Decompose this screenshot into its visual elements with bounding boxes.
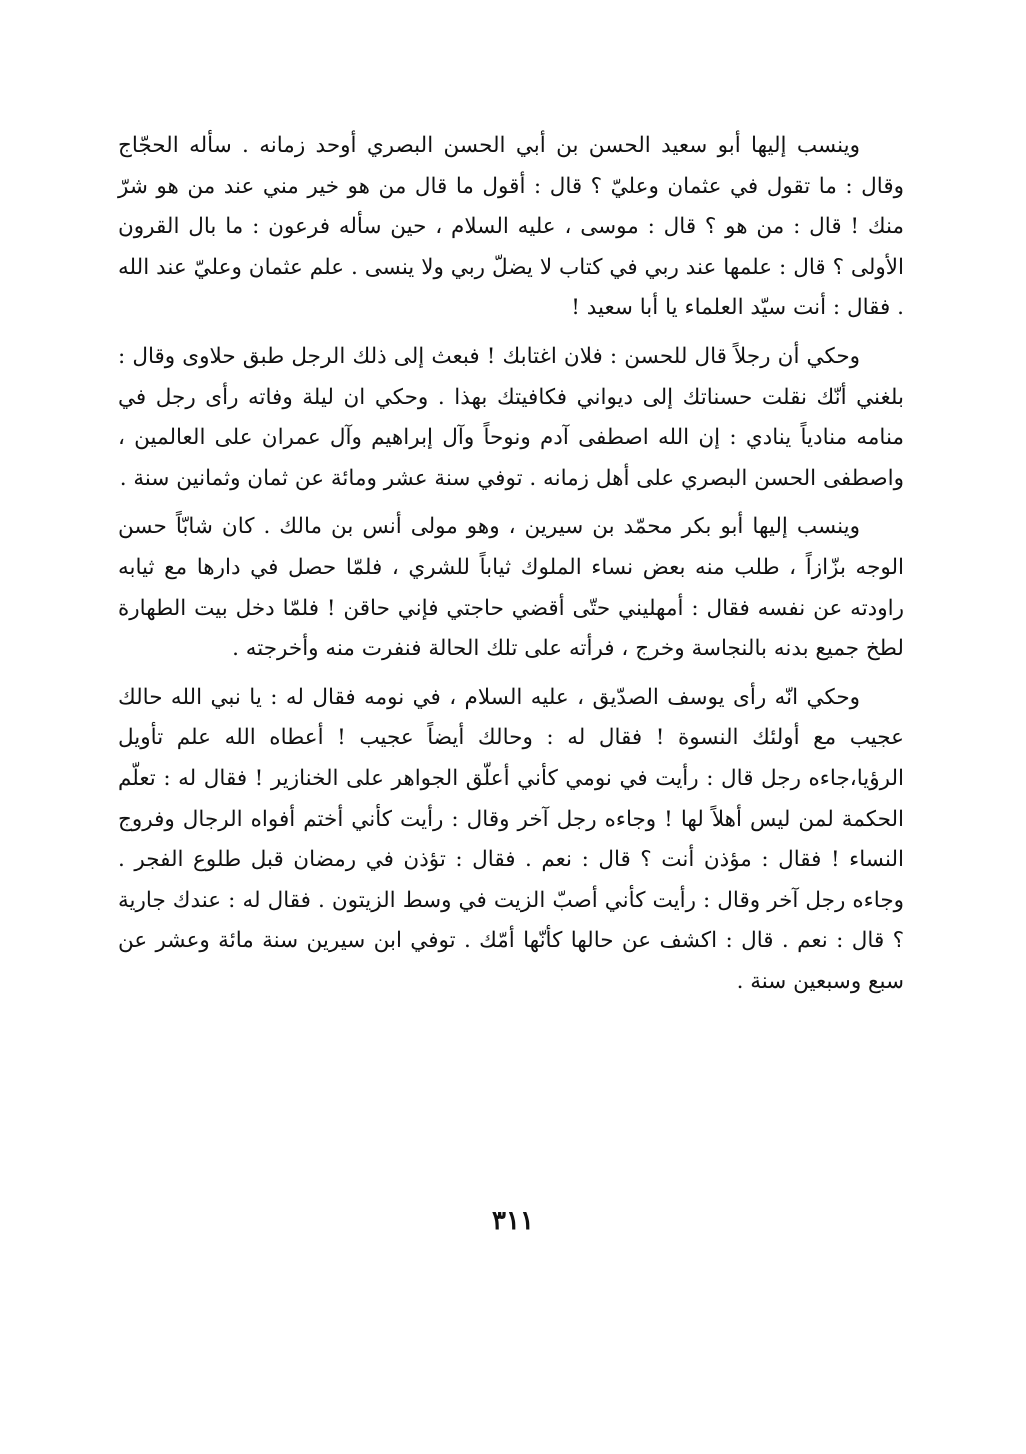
paragraph-dream-interpretation: وحكي انّه رأى يوسف الصدّيق ، عليه السلام ، في نومه فقال له : يا نبي الله حالك عجيب مع أولئك النسوة ! فقال له : وحالك أيضاً عجيب ! أعطاه الله علم تأويل الرؤيا،جاءه رجل قال : رأيت في نومي كأني أعلّق الجواهر على الخنازير ! فقال له : تعلّم الحكمة لمن ليس أهلاً لها ! وجاءه رجل آخر وقال : رأيت كأني أختم أفواه الرجال وفروج النساء ! فقال : مؤذن أنت ؟ قال : نعم . فقال : تؤذن في رمضان قبل طلوع الفجر . وجاءه رجل آخر وقال : رأيت كأني أصبّ الزيت في وسط الزيتون . فقال له : عندك جارية ؟ قال : نعم . قال : اكشف عن حالها كأنّها أمّك . توفي ابن سيرين سنة مائة وعشر عن سبع وسبعين سنة .	[118, 684, 904, 994]
page-number: ٣١١	[492, 1206, 534, 1236]
paragraph-hasan-basri: وينسب إليها أبو سعيد الحسن بن أبي الحسن البصري أوحد زمانه . سأله الحجّاج وقال : ما تقول في عثمان وعليّ ؟ قال : أقول ما قال من هو خير مني عند من هو شرّ منك ! قال : من هو ؟ قال : موسى ، عليه السلام ، حين سأله فرعون : ما بال القرون الأولى ؟ قال : علمها عند ربي في كتاب لا يضلّ ربي ولا ينسى . علم عثمان وعليّ عند الله . فقال : أنت سيّد العلماء يا أبا سعيد !	[118, 133, 904, 321]
paragraph-ibn-sirin: وينسب إليها أبو بكر محمّد بن سيرين ، وهو مولى أنس بن مالك . كان شابّاً حسن الوجه بزّازاً ، طلب منه بعض نساء الملوك ثياباً للشري ، فلمّا حصل في دارها مع ثيابه راودته عن نفسه فقال : أمهليني حتّى أقضي حاجتي فإني حاقن ! فلمّا دخل بيت الطهارة لطخ جميع بدنه بالنجاسة وخرج ، فرأته على تلك الحالة فنفرت منه وأخرجته .	[118, 514, 904, 662]
paragraph-hasan-anecdote: وحكي أن رجلاً قال للحسن : فلان اغتابك ! فبعث إلى ذلك الرجل طبق حلاوى وقال : بلغني أنّك نقلت حسناتك إلى ديواني فكافيتك بهذا . وحكي ان ليلة وفاته رأى رجل في منامه منادياً ينادي : إن الله اصطفى آدم ونوحاً وآل إبراهيم وآل عمران على العالمين ، واصطفى الحسن البصري على أهل زمانه . توفي سنة عشر ومائة عن ثمان وثمانين سنة .	[118, 343, 904, 491]
body-text	[118, 126, 904, 1002]
